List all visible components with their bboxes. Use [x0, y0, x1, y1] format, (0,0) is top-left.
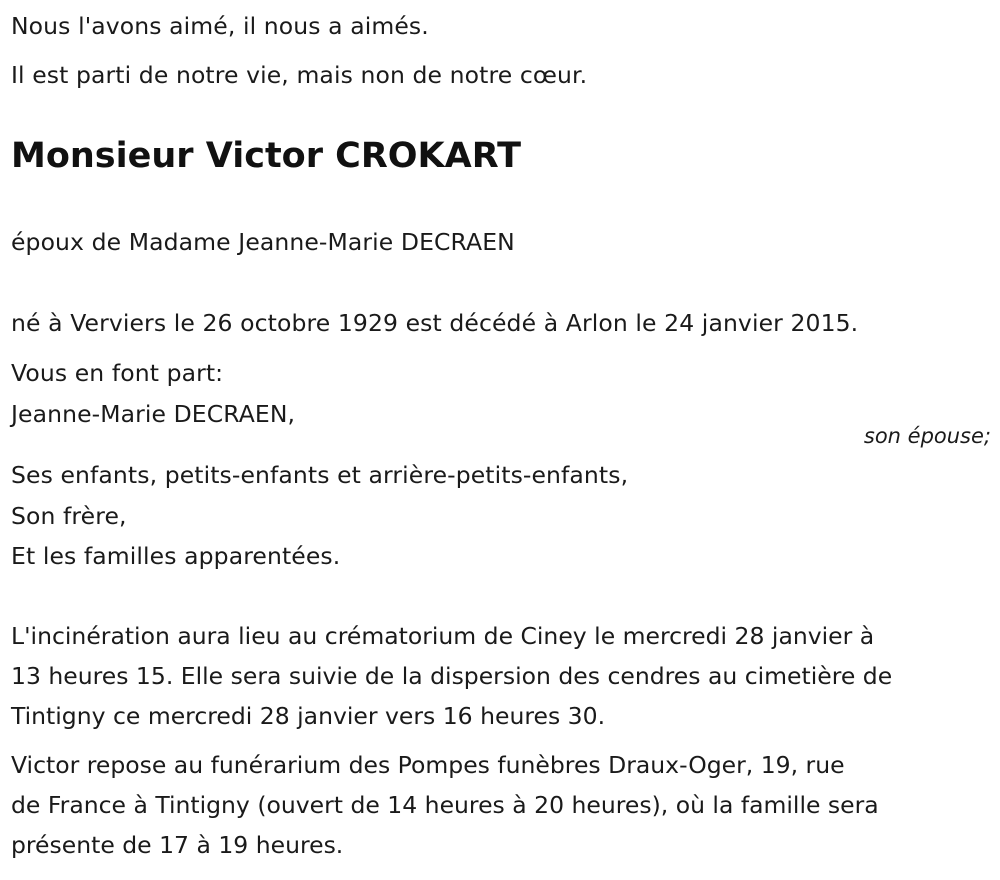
epigraph-line-2: Il est parti de notre vie, mais non de notre cœur.	[11, 61, 588, 89]
cremation-line-1: L'incinération aura lieu au crématorium de Ciney le mercredi 28 janvier à	[11, 622, 875, 650]
announcer-children: Ses enfants, petits-enfants et arrière-petits-enfants,	[11, 461, 629, 489]
announcer-brother: Son frère,	[11, 502, 127, 530]
spouse-line: époux de Madame Jeanne-Marie DECRAEN	[11, 228, 515, 256]
announcer-spouse-role: son épouse;	[863, 424, 991, 448]
birth-death-line: né à Verviers le 26 octobre 1929 est décédé à Arlon le 24 janvier 2015.	[11, 309, 859, 337]
cremation-line-2: 13 heures 15. Elle sera suivie de la dispersion des cendres au cimetière de	[11, 662, 893, 690]
deceased-name: Monsieur Victor CROKART	[11, 136, 522, 176]
viewing-line-1: Victor repose au funérarium des Pompes funèbres Draux-Oger, 19, rue	[11, 751, 845, 779]
cremation-line-3: Tintigny ce mercredi 28 janvier vers 16 heures 30.	[11, 702, 606, 730]
announcer-spouse-name: Jeanne-Marie DECRAEN,	[11, 400, 296, 428]
viewing-line-2: de France à Tintigny (ouvert de 14 heures à 20 heures), où la famille sera	[11, 791, 879, 819]
viewing-line-3: présente de 17 à 19 heures.	[11, 831, 344, 859]
viewing-paragraph	[11, 745, 991, 865]
cremation-paragraph	[11, 616, 991, 736]
obituary-notice	[11, 0, 991, 880]
announcers-intro: Vous en font part:	[11, 359, 224, 387]
announcer-families: Et les familles apparentées.	[11, 542, 341, 570]
epigraph-line-1: Nous l'avons aimé, il nous a aimés.	[11, 12, 429, 40]
